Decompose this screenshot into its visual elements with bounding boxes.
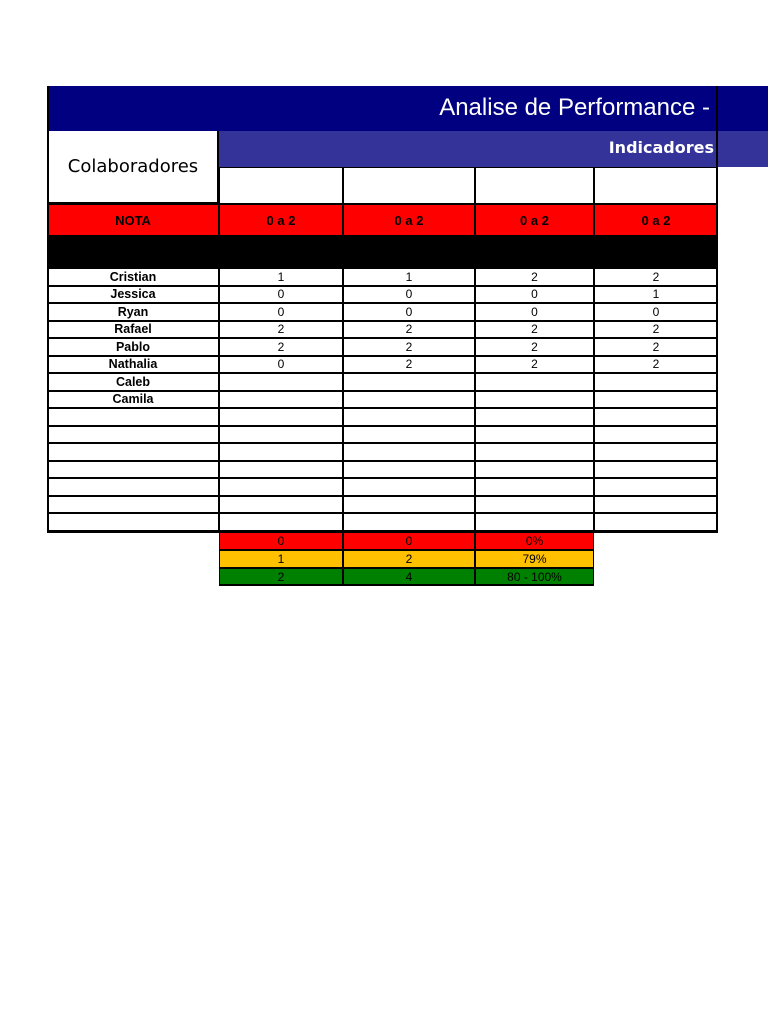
score-cell[interactable]: 0 bbox=[594, 303, 718, 321]
score-cell[interactable] bbox=[475, 513, 594, 531]
legend-cell[interactable]: 0 bbox=[219, 532, 343, 550]
separator-row bbox=[47, 236, 718, 268]
collaborator-name[interactable]: Caleb bbox=[47, 373, 219, 391]
score-cell[interactable]: 1 bbox=[219, 268, 343, 286]
collaborator-name[interactable]: Ryan bbox=[47, 303, 219, 321]
nota-label[interactable]: NOTA bbox=[47, 204, 219, 236]
legend-cell[interactable]: 80 - 100% bbox=[475, 568, 594, 586]
collaborator-name[interactable] bbox=[47, 513, 219, 531]
score-cell[interactable] bbox=[343, 373, 475, 391]
score-cell[interactable]: 2 bbox=[594, 356, 718, 374]
indicator-cell-4[interactable] bbox=[594, 167, 718, 204]
score-cell[interactable] bbox=[475, 443, 594, 461]
score-cell[interactable]: 0 bbox=[343, 303, 475, 321]
legend-cell[interactable]: 4 bbox=[343, 568, 475, 586]
score-cell[interactable] bbox=[219, 443, 343, 461]
collaborators-header[interactable]: Colaboradores bbox=[47, 131, 219, 204]
score-cell[interactable]: 2 bbox=[475, 356, 594, 374]
score-cell[interactable] bbox=[475, 373, 594, 391]
score-cell[interactable] bbox=[343, 461, 475, 479]
score-cell[interactable]: 2 bbox=[594, 338, 718, 356]
score-cell[interactable] bbox=[475, 426, 594, 444]
score-cell[interactable] bbox=[219, 373, 343, 391]
score-cell[interactable]: 2 bbox=[343, 356, 475, 374]
score-cell[interactable]: 0 bbox=[343, 286, 475, 304]
collaborator-name[interactable] bbox=[47, 496, 219, 514]
legend-cell[interactable]: 0 bbox=[343, 532, 475, 550]
score-cell[interactable]: 2 bbox=[475, 338, 594, 356]
score-cell[interactable]: 0 bbox=[219, 356, 343, 374]
score-cell[interactable] bbox=[343, 513, 475, 531]
indicator-cell-2[interactable] bbox=[343, 167, 475, 204]
score-cell[interactable] bbox=[475, 461, 594, 479]
score-cell[interactable] bbox=[594, 391, 718, 409]
collaborator-name[interactable]: Camila bbox=[47, 391, 219, 409]
legend-cell[interactable]: 0% bbox=[475, 532, 594, 550]
score-cell[interactable] bbox=[219, 513, 343, 531]
score-cell[interactable] bbox=[219, 391, 343, 409]
score-cell[interactable]: 2 bbox=[475, 268, 594, 286]
nota-range-2[interactable]: 0 a 2 bbox=[343, 204, 475, 236]
nota-range-1[interactable]: 0 a 2 bbox=[219, 204, 343, 236]
score-cell[interactable] bbox=[594, 496, 718, 514]
title-bar bbox=[47, 86, 768, 131]
score-cell[interactable]: 1 bbox=[594, 286, 718, 304]
indicators-label: Indicadores bbox=[608, 138, 714, 157]
collaborator-name[interactable]: Jessica bbox=[47, 286, 219, 304]
score-cell[interactable] bbox=[475, 408, 594, 426]
indicators-header[interactable] bbox=[219, 131, 768, 167]
score-cell[interactable]: 2 bbox=[219, 321, 343, 339]
collaborator-name[interactable] bbox=[47, 461, 219, 479]
collaborator-name[interactable]: Rafael bbox=[47, 321, 219, 339]
score-cell[interactable] bbox=[219, 478, 343, 496]
score-cell[interactable] bbox=[594, 513, 718, 531]
collaborator-name[interactable] bbox=[47, 426, 219, 444]
table-right-border bbox=[716, 86, 718, 533]
score-cell[interactable]: 1 bbox=[343, 268, 475, 286]
table-left-border bbox=[47, 86, 49, 533]
score-cell[interactable] bbox=[219, 426, 343, 444]
score-cell[interactable]: 2 bbox=[343, 338, 475, 356]
collaborator-name[interactable]: Cristian bbox=[47, 268, 219, 286]
score-cell[interactable]: 2 bbox=[343, 321, 475, 339]
indicator-cell-1[interactable] bbox=[219, 167, 343, 204]
score-cell[interactable] bbox=[343, 496, 475, 514]
score-cell[interactable]: 2 bbox=[594, 268, 718, 286]
score-cell[interactable] bbox=[594, 426, 718, 444]
score-cell[interactable] bbox=[219, 461, 343, 479]
score-cell[interactable]: 0 bbox=[475, 286, 594, 304]
score-cell[interactable] bbox=[343, 408, 475, 426]
score-cell[interactable]: 0 bbox=[219, 303, 343, 321]
score-cell[interactable] bbox=[475, 496, 594, 514]
score-cell[interactable] bbox=[219, 408, 343, 426]
nota-range-4[interactable]: 0 a 2 bbox=[594, 204, 718, 236]
collaborator-name[interactable]: Nathalia bbox=[47, 356, 219, 374]
score-cell[interactable]: 2 bbox=[219, 338, 343, 356]
collaborator-name[interactable] bbox=[47, 443, 219, 461]
score-cell[interactable]: 0 bbox=[219, 286, 343, 304]
score-cell[interactable] bbox=[219, 496, 343, 514]
legend-cell[interactable]: 2 bbox=[219, 568, 343, 586]
nota-range-3[interactable]: 0 a 2 bbox=[475, 204, 594, 236]
score-cell[interactable]: 2 bbox=[594, 321, 718, 339]
score-cell[interactable] bbox=[343, 426, 475, 444]
score-cell[interactable] bbox=[594, 408, 718, 426]
collaborator-name[interactable] bbox=[47, 408, 219, 426]
legend-cell[interactable]: 2 bbox=[343, 550, 475, 568]
score-cell[interactable] bbox=[343, 478, 475, 496]
indicator-cell-3[interactable] bbox=[475, 167, 594, 204]
score-cell[interactable] bbox=[594, 443, 718, 461]
legend-cell[interactable]: 79% bbox=[475, 550, 594, 568]
score-cell[interactable] bbox=[343, 391, 475, 409]
legend-cell[interactable]: 1 bbox=[219, 550, 343, 568]
score-cell[interactable]: 2 bbox=[475, 321, 594, 339]
collaborator-name[interactable]: Pablo bbox=[47, 338, 219, 356]
score-cell[interactable] bbox=[594, 461, 718, 479]
score-cell[interactable]: 0 bbox=[475, 303, 594, 321]
score-cell[interactable] bbox=[594, 373, 718, 391]
page-title: Analise de Performance - bbox=[439, 94, 710, 121]
score-cell[interactable] bbox=[343, 443, 475, 461]
score-cell[interactable] bbox=[594, 478, 718, 496]
score-cell[interactable] bbox=[475, 391, 594, 409]
collaborator-name[interactable] bbox=[47, 478, 219, 496]
score-cell[interactable] bbox=[475, 478, 594, 496]
